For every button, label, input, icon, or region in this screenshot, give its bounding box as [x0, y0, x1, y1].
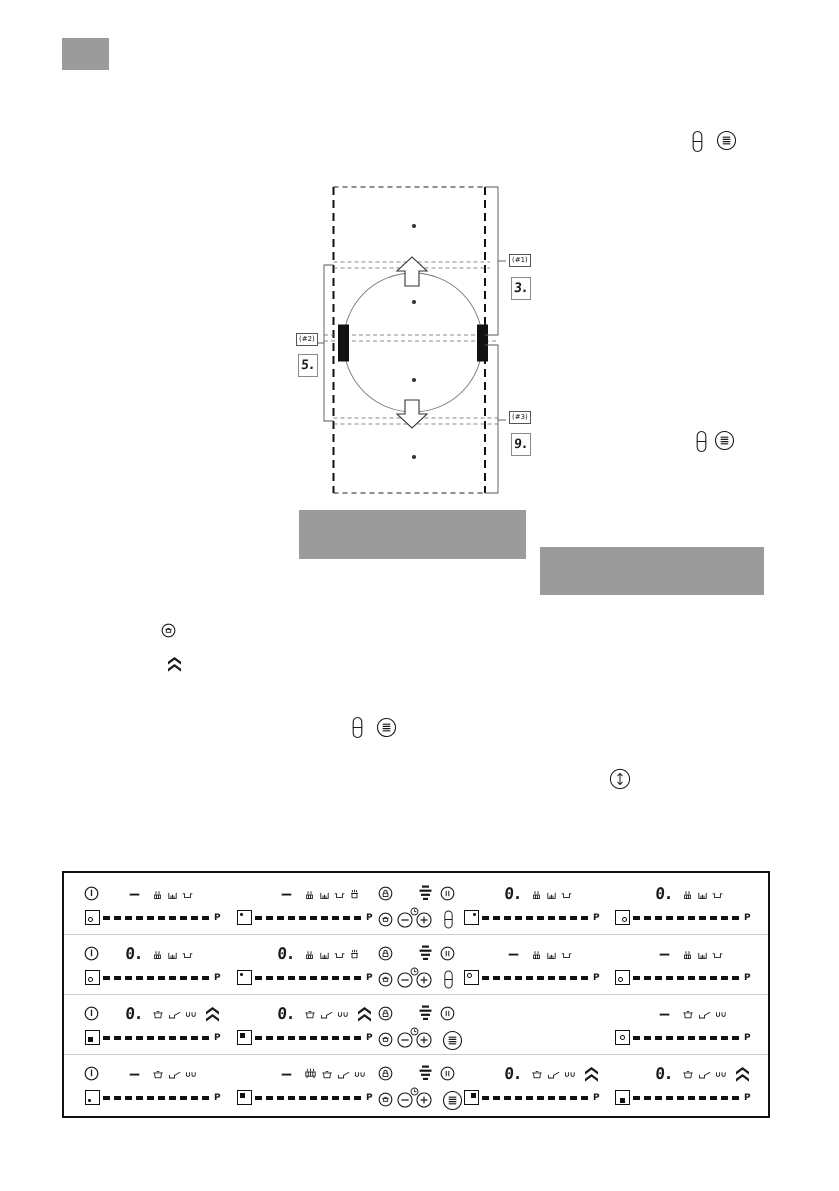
boil-icon	[349, 949, 360, 960]
function-icon-row	[531, 944, 572, 964]
simmer-icon	[334, 949, 345, 960]
plus-icon	[416, 1092, 432, 1108]
display-group-3	[461, 884, 603, 932]
display-group-bottom	[82, 910, 224, 926]
power-level-display: 0.	[276, 1004, 296, 1023]
casserole-icon	[682, 1069, 694, 1080]
display-group-top	[234, 1064, 376, 1084]
power-boost-label: P	[744, 973, 751, 983]
power-boost-label: P	[744, 913, 751, 923]
melt-icon	[682, 889, 693, 900]
zone-indicator-square	[615, 970, 630, 985]
power-slider-bar	[482, 916, 590, 920]
grill-pan-icon	[304, 1068, 317, 1080]
power-level-display: 0.	[503, 884, 523, 903]
zone-indicator-square	[615, 1090, 630, 1105]
power-boost-label: P	[593, 1093, 600, 1103]
casserole-icon	[531, 1069, 543, 1080]
zone-display-1	[511, 277, 531, 300]
zone-display-2	[298, 354, 318, 377]
display-group-top	[612, 944, 754, 964]
zone-indicator-mark	[620, 1035, 625, 1040]
melt-icon	[152, 889, 163, 900]
zone-indicator-square	[237, 1030, 252, 1045]
power-boost-label: P	[366, 913, 373, 923]
power-boost-label: P	[366, 1093, 373, 1103]
display-group-1	[82, 884, 224, 932]
keep-warm-icon	[167, 949, 178, 960]
power-level-display: –	[508, 944, 519, 963]
display-group-bottom	[461, 910, 603, 926]
zone-display-1-value: 3.	[513, 281, 529, 296]
zone-indicator-mark	[88, 977, 93, 982]
power-boost-label: P	[214, 1093, 221, 1103]
display-group-top	[82, 1004, 224, 1024]
display-group-bottom	[234, 1030, 376, 1046]
menu-circle-icon	[442, 1090, 463, 1111]
power-slider-bar	[103, 916, 211, 920]
power-slider-bar	[482, 1096, 590, 1100]
controls-top-row	[376, 884, 458, 904]
pause-icon	[440, 1006, 455, 1021]
display-group-top	[612, 1064, 754, 1084]
power-slider-bar	[633, 1036, 741, 1040]
menu-circle-icon	[716, 130, 737, 155]
zone-indicator-square	[237, 970, 252, 985]
row-separator	[64, 1054, 768, 1055]
controls-top-row	[376, 1004, 458, 1024]
chevron-double-up-icon	[358, 1007, 371, 1022]
grill-icon	[185, 1009, 197, 1019]
function-icon-row	[152, 884, 193, 904]
keep-warm-icon	[697, 889, 708, 900]
power-slider-bar	[255, 1036, 363, 1040]
display-group-1	[82, 1004, 224, 1052]
function-icon-row	[152, 1004, 197, 1024]
zone-indicator-square	[615, 1030, 630, 1045]
callout-label-1: (#1)	[509, 254, 531, 267]
redacted-text-block-2	[540, 547, 764, 595]
chevron-double-up-icon	[585, 1067, 598, 1082]
chevron-double-up-icon	[168, 657, 181, 676]
pot-detection-icon	[378, 972, 393, 987]
chevron-double-up-icon	[736, 1067, 749, 1082]
function-icon-row	[304, 1064, 366, 1084]
power-icon	[84, 1006, 99, 1021]
keep-warm-icon	[546, 889, 557, 900]
callout-label-3: (#3)	[509, 411, 531, 424]
power-boost-label: P	[593, 913, 600, 923]
lock-icon	[378, 886, 393, 901]
menu-circle-icon	[714, 430, 735, 455]
power-boost-label: P	[593, 973, 600, 983]
display-group-top	[612, 1004, 754, 1024]
display-group-bottom	[234, 1090, 376, 1106]
power-slider-bar	[103, 1036, 211, 1040]
melt-icon	[531, 949, 542, 960]
power-level-display: 0.	[124, 1004, 144, 1023]
heat-level-icon	[418, 1005, 433, 1022]
controls-bottom-row	[376, 1028, 458, 1050]
zone-indicator-mark	[618, 977, 623, 982]
melt-icon	[682, 949, 693, 960]
pot-detection-icon	[378, 1092, 393, 1107]
power-boost-label: P	[214, 1033, 221, 1043]
melt-icon	[304, 949, 315, 960]
function-icon-row	[304, 944, 360, 964]
display-group-4	[612, 884, 754, 932]
zone-indicator-square	[237, 910, 252, 925]
battery-slider-icon	[691, 130, 704, 157]
panel-row-2	[64, 944, 768, 992]
display-group-top	[234, 884, 376, 904]
menu-circle-icon	[442, 1030, 463, 1051]
display-group-top	[461, 944, 603, 964]
casserole-icon	[682, 1009, 694, 1020]
zone-indicator-square	[237, 1090, 252, 1105]
power-boost-label: P	[214, 913, 221, 923]
callout-label-2: (#2)	[296, 333, 318, 346]
zone-indicator-square	[615, 910, 630, 925]
power-boost-label: P	[366, 1033, 373, 1043]
zone-display-2-value: 5.	[300, 358, 316, 373]
power-slider-bar	[633, 976, 741, 980]
zone-indicator-mark	[467, 973, 472, 978]
plus-icon	[416, 912, 432, 928]
zone-indicator-mark	[240, 1093, 245, 1098]
controls-cluster	[376, 1064, 458, 1112]
power-level-display: –	[659, 944, 670, 963]
display-group-4	[612, 1064, 754, 1112]
zone-indicator-square	[464, 970, 479, 985]
zone-indicator-mark	[88, 1099, 91, 1102]
frying-pan-icon	[337, 1069, 350, 1080]
power-boost-label: P	[744, 1093, 751, 1103]
power-slider-bar	[255, 1096, 363, 1100]
keep-warm-icon	[546, 949, 557, 960]
function-icon-row	[682, 944, 723, 964]
power-boost-label: P	[366, 973, 373, 983]
melt-icon	[152, 949, 163, 960]
power-level-display: 0.	[276, 944, 296, 963]
controls-bottom-row	[376, 908, 458, 930]
display-group-bottom	[234, 910, 376, 926]
casserole-icon	[304, 1009, 316, 1020]
battery-slider-icon	[695, 430, 708, 457]
simmer-icon	[561, 889, 572, 900]
panel-row-4	[64, 1064, 768, 1112]
grill-icon	[354, 1069, 366, 1079]
zone-indicator-mark	[473, 913, 476, 916]
power-level-display: 0.	[503, 1064, 523, 1083]
power-boost-label: P	[214, 973, 221, 983]
lock-icon	[378, 1066, 393, 1081]
zone-indicator-mark	[240, 1033, 245, 1038]
pause-icon	[440, 946, 455, 961]
function-icon-row	[304, 884, 360, 904]
power-level-display: 0.	[654, 1064, 674, 1083]
zone-display-3	[511, 433, 531, 456]
grill-icon	[715, 1009, 727, 1019]
frying-pan-icon	[547, 1069, 560, 1080]
zone-indicator-mark	[240, 913, 243, 916]
zone-indicator-square	[85, 910, 100, 925]
display-group-top	[82, 944, 224, 964]
display-group-bottom	[234, 970, 376, 986]
power-level-display: –	[129, 1064, 140, 1083]
power-boost-label: P	[744, 1033, 751, 1043]
pot-detection-icon	[378, 912, 393, 927]
function-icon-row	[682, 884, 723, 904]
simmer-icon	[712, 889, 723, 900]
display-group-bottom	[612, 1030, 754, 1046]
redacted-text-block-1	[299, 510, 526, 559]
heat-level-icon	[418, 1065, 433, 1082]
function-icon-row	[682, 1064, 727, 1084]
zone-indicator-square	[464, 1090, 479, 1105]
frying-pan-icon	[168, 1069, 181, 1080]
display-group-top	[461, 1064, 603, 1084]
power-slider-bar	[633, 1096, 741, 1100]
display-group-bottom	[461, 970, 603, 986]
heat-level-icon	[418, 945, 433, 962]
display-group-1	[82, 1064, 224, 1112]
keep-warm-icon	[319, 949, 330, 960]
display-group-1	[82, 944, 224, 992]
power-icon	[84, 1066, 99, 1081]
display-group-top	[82, 884, 224, 904]
battery-slider-icon	[443, 910, 454, 930]
display-group-top	[82, 1064, 224, 1084]
simmer-icon	[712, 949, 723, 960]
melt-icon	[304, 889, 315, 900]
keep-warm-icon	[319, 889, 330, 900]
controls-top-row	[376, 1064, 458, 1084]
arrow-down	[397, 400, 427, 428]
controls-bottom-row	[376, 1088, 458, 1110]
power-slider-bar	[255, 976, 363, 980]
battery-slider-icon	[351, 716, 364, 743]
controls-top-row	[376, 944, 458, 964]
display-group-bottom	[82, 970, 224, 986]
boil-icon	[349, 889, 360, 900]
zone-indicator-square	[85, 1090, 100, 1105]
grill-icon	[564, 1069, 576, 1079]
lock-icon	[378, 1006, 393, 1021]
function-icon-row	[152, 944, 193, 964]
power-level-display: –	[129, 884, 140, 903]
display-group-bottom	[612, 970, 754, 986]
pause-icon	[440, 886, 455, 901]
panel-row-3	[64, 1004, 768, 1052]
frying-pan-icon	[698, 1009, 711, 1020]
grill-icon	[715, 1069, 727, 1079]
lock-icon	[378, 946, 393, 961]
grill-icon	[337, 1009, 349, 1019]
display-group-3	[461, 944, 603, 992]
function-icon-row	[682, 1004, 727, 1024]
zone-indicator-mark	[240, 973, 243, 976]
display-group-top	[461, 884, 603, 904]
pause-icon	[440, 1066, 455, 1081]
zone-display-3-value: 9.	[513, 437, 529, 452]
display-group-bottom	[461, 1090, 603, 1106]
battery-slider-icon	[443, 970, 454, 990]
plus-icon	[416, 972, 432, 988]
pot-detection-icon	[161, 623, 176, 642]
function-icon-row	[304, 1004, 349, 1024]
display-group-2	[234, 944, 376, 992]
row-separator	[64, 934, 768, 935]
simmer-icon	[561, 949, 572, 960]
frying-pan-icon	[168, 1009, 181, 1020]
power-level-display: –	[659, 1004, 670, 1023]
power-slider-bar	[482, 976, 590, 980]
panel-row-1	[64, 884, 768, 932]
zone-indicator-square	[85, 1030, 100, 1045]
display-group-2	[234, 884, 376, 932]
keep-warm-icon	[167, 889, 178, 900]
power-icon	[84, 886, 99, 901]
display-group-2	[234, 1004, 376, 1052]
zone-indicator-square	[85, 970, 100, 985]
power-level-display: –	[281, 884, 292, 903]
display-group-bottom	[82, 1090, 224, 1106]
casserole-icon	[152, 1009, 164, 1020]
frying-pan-icon	[698, 1069, 711, 1080]
pot-detection-icon	[378, 1032, 393, 1047]
power-level-display: 0.	[124, 944, 144, 963]
controls-cluster	[376, 884, 458, 932]
control-panel-figure	[62, 871, 770, 1118]
melt-icon	[531, 889, 542, 900]
frying-pan-icon	[320, 1009, 333, 1020]
zone-indicator-mark	[622, 917, 627, 922]
zone-indicator-mark	[471, 1093, 476, 1098]
zone-indicator-mark	[88, 1037, 93, 1042]
controls-bottom-row	[376, 968, 458, 990]
function-icon-row	[531, 884, 572, 904]
function-icon-row	[531, 1064, 576, 1084]
casserole-icon	[321, 1069, 333, 1080]
keep-warm-icon	[697, 949, 708, 960]
row-separator	[64, 994, 768, 995]
hob-zone-diagram	[295, 183, 540, 503]
page-number-redaction	[62, 38, 109, 70]
display-group-top	[612, 884, 754, 904]
display-group-bottom	[82, 1030, 224, 1046]
display-group-4	[612, 1004, 754, 1052]
display-group-bottom	[612, 1090, 754, 1106]
arrow-up	[397, 257, 427, 286]
display-group-bottom	[612, 910, 754, 926]
grill-icon	[185, 1069, 197, 1079]
power-slider-bar	[103, 1096, 211, 1100]
power-level-display: 0.	[654, 884, 674, 903]
menu-circle-icon	[376, 717, 397, 742]
heat-level-icon	[418, 885, 433, 902]
plus-icon	[416, 1032, 432, 1048]
display-group-3	[461, 1064, 603, 1112]
zone-indicator-mark	[620, 1098, 625, 1103]
chevron-double-up-icon	[206, 1007, 219, 1022]
simmer-icon	[182, 889, 193, 900]
display-group-2	[234, 1064, 376, 1112]
power-slider-bar	[103, 976, 211, 980]
power-slider-bar	[633, 916, 741, 920]
power-slider-bar	[255, 916, 363, 920]
function-icon-row	[152, 1064, 197, 1084]
display-group-top	[234, 944, 376, 964]
display-group-4	[612, 944, 754, 992]
display-group-top	[234, 1004, 376, 1024]
simmer-icon	[182, 949, 193, 960]
power-level-display: –	[281, 1064, 292, 1083]
zone-indicator-mark	[88, 917, 93, 922]
updown-arrow-circle-icon	[609, 768, 631, 794]
casserole-icon	[152, 1069, 164, 1080]
controls-cluster	[376, 1004, 458, 1052]
power-icon	[84, 946, 99, 961]
controls-cluster	[376, 944, 458, 992]
zone-indicator-square	[464, 910, 479, 925]
simmer-icon	[334, 889, 345, 900]
